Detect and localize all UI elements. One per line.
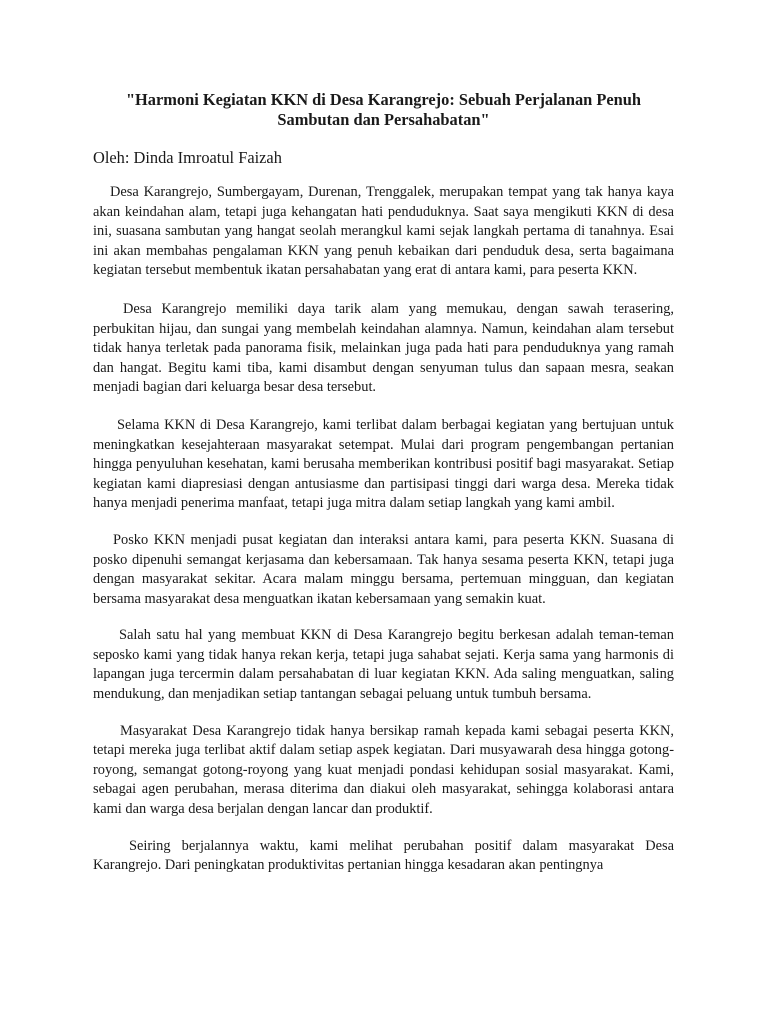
paragraph: Desa Karangrejo memiliki daya tarik alam yang memukau, dengan sawah terasering, perbukitan hijau, dan sungai yang membelah keindahan alamnya. Namun, keindahan alam tersebut tidak hanya terletak pada panorama fisik, melainkan juga pada hati para penduduknya yang ramah dan hangat. Begitu kami tiba, kami disambut dengan senyuman tulus dan sapaan mesra, seakan menjadi bagian dari keluarga besar desa tersebut. (93, 300, 674, 396)
document-title: "Harmoni Kegiatan KKN di Desa Karangrejo: Sebuah Perjalanan Penuh Sambutan dan Persahabatan" (125, 90, 642, 129)
paragraph: Masyarakat Desa Karangrejo tidak hanya bersikap ramah kepada kami sebagai peserta KKN, tetapi mereka juga terlibat aktif dalam setiap aspek kegiatan. Dari musyawarah desa hingga gotong-royong, semangat gotong-royong yang kuat menjadi pondasi kehidupan sosial masyarakat. Kami, sebagai agen perubahan, merasa diterima dan diakui oleh masyarakat, sehingga kolaborasi antara kami dan warga desa berjalan dengan lancar dan produktif. (93, 722, 674, 818)
paragraph: Posko KKN menjadi pusat kegiatan dan interaksi antara kami, para peserta KKN. Suasana di posko dipenuhi semangat kerjasama dan kebersamaan. Tak hanya sesama peserta KKN, tetapi juga dengan masyarakat sekitar. Acara malam minggu bersama, pertemuan mingguan, dan kegiatan bersama masyarakat desa menguatkan ikatan kebersamaan yang semakin kuat. (93, 531, 674, 607)
document-page (93, 90, 674, 876)
paragraph: Desa Karangrejo, Sumbergayam, Durenan, Trenggalek, merupakan tempat yang tak hanya kaya akan keindahan alam, tetapi juga kehangatan hati penduduknya. Saat saya mengikuti KKN di desa ini, suasana sambutan yang hangat seolah merangkul kami sejak langkah pertama di tanahnya. Esai ini akan membahas pengalaman KKN yang penuh kebaikan dari penduduk desa, serta bagaimana kegiatan tersebut membentuk ikatan persahabatan yang erat di antara kami, para peserta KKN. (93, 184, 674, 279)
paragraph: Selama KKN di Desa Karangrejo, kami terlibat dalam berbagai kegiatan yang bertujuan untuk meningkatkan kesejahteraan masyarakat setempat. Mulai dari program pengembangan pertanian hingga penyuluhan kesehatan, kami berusaha memberikan kontribusi positif bagi masyarakat. Setiap kegiatan kami diapresiasi dengan antusiasme dan partisipasi tinggi dari warga desa. Mereka tidak hanya menjadi penerima manfaat, tetapi juga mitra dalam setiap langkah yang kami ambil. (93, 416, 674, 512)
paragraph: Seiring berjalannya waktu, kami melihat perubahan positif dalam masyarakat Desa Karangrejo. Dari peningkatan produktivitas pertanian hingga kesadaran akan pentingnya (93, 837, 674, 874)
paragraph: Salah satu hal yang membuat KKN di Desa Karangrejo begitu berkesan adalah teman-teman seposko kami yang tidak hanya rekan kerja, tetapi juga sahabat sejati. Kerja sama yang harmonis di lapangan juga tercermin dalam persahabatan di luar kegiatan KKN. Ada saling menguatkan, saling mendukung, dan menjadikan setiap tantangan sebagai peluang untuk tumbuh bersama. (93, 627, 674, 703)
author-line: Oleh: Dinda Imroatul Faizah (93, 148, 282, 167)
